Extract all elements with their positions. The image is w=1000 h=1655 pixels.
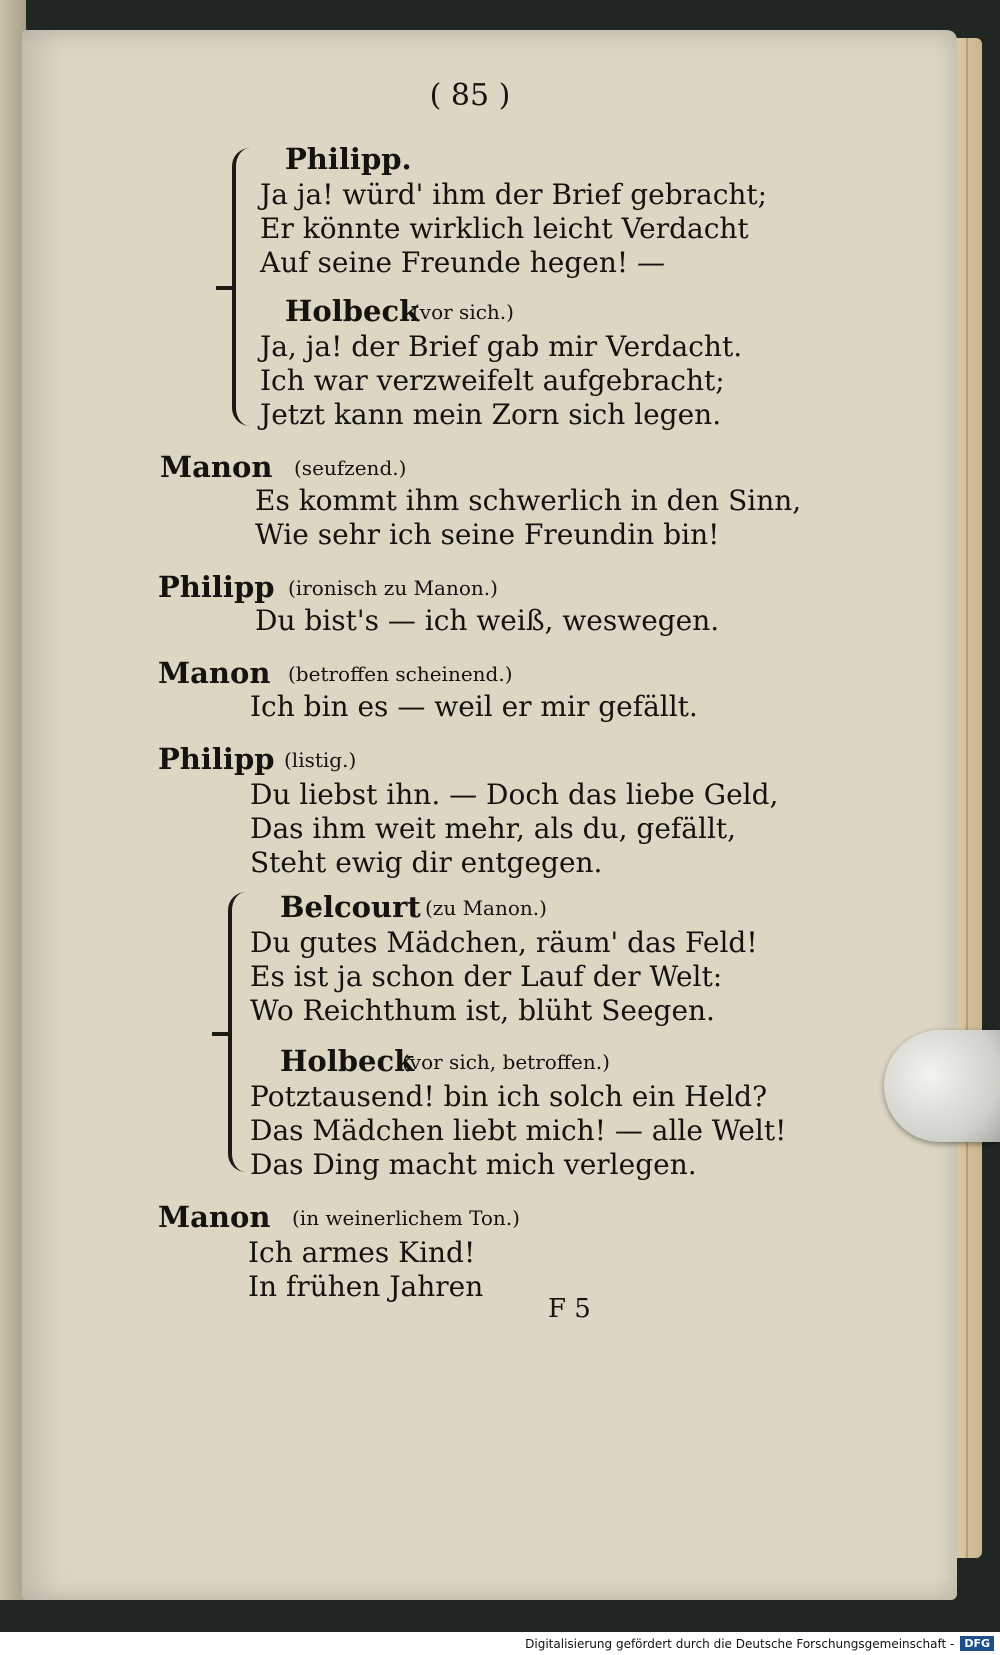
verse-line: Ich bin es — weil er mir gefällt. [250, 690, 698, 723]
speaker-philipp: Philipp [158, 570, 275, 604]
verse-line: Das Mädchen liebt mich! — alle Welt! [250, 1114, 787, 1147]
stage-direction: (listig.) [284, 748, 357, 772]
verse-line: Wo Reichthum ist, blüht Seegen. [250, 994, 715, 1027]
verse-line: Ja ja! würd' ihm der Brief gebracht; [260, 178, 768, 211]
verse-line: Ja, ja! der Brief gab mir Verdacht. [260, 330, 743, 363]
verse-line: Du gutes Mädchen, räum' das Feld! [250, 926, 758, 959]
verse-line: Du liebst ihn. — Doch das liebe Geld, [250, 778, 779, 811]
dfg-logo: DFG [960, 1636, 994, 1651]
stage-direction: (vor sich.) [412, 300, 514, 324]
verse-line: Ich armes Kind! [248, 1236, 476, 1269]
verse-line: Du bist's — ich weiß, weswegen. [255, 604, 720, 637]
speaker-manon: Manon [160, 450, 273, 484]
signature-mark: F 5 [548, 1294, 591, 1324]
page-number: ( 85 ) [429, 78, 511, 113]
verse-line: In frühen Jahren [248, 1270, 484, 1303]
speaker-manon: Manon [158, 1200, 271, 1234]
verse-line: Jetzt kann mein Zorn sich legen. [260, 398, 722, 431]
speaker-belcourt: Belcourt [280, 890, 421, 924]
stage-direction: (betroffen scheinend.) [288, 662, 513, 686]
speaker-philipp: Philipp. [285, 142, 412, 176]
verse-line: Es kommt ihm schwerlich in den Sinn, [255, 484, 802, 517]
verse-line: Wie sehr ich seine Freundin bin! [255, 518, 720, 551]
stage-direction: (in weinerlichem Ton.) [292, 1206, 520, 1230]
speaker-manon: Manon [158, 656, 271, 690]
verse-line: Auf seine Freunde hegen! — [260, 246, 666, 279]
verse-line: Es ist ja schon der Lauf der Welt: [250, 960, 723, 993]
stage-direction: (ironisch zu Manon.) [288, 576, 498, 600]
speaker-holbeck: Holbeck [280, 1044, 415, 1078]
stage-direction: (seufzend.) [294, 456, 407, 480]
verse-line: Das ihm weit mehr, als du, gefällt, [250, 812, 737, 845]
verse-line: Steht ewig dir entgegen. [250, 846, 603, 879]
speaker-philipp: Philipp [158, 742, 275, 776]
verse-line: Das Ding macht mich verlegen. [250, 1148, 697, 1181]
page-clip-tab [884, 1030, 1000, 1142]
footer-credit: Digitalisierung gefördert durch die Deutsche Forschungsgemeinschaft - [525, 1636, 955, 1651]
verse-line: Er könnte wirklich leicht Verdacht [260, 212, 749, 245]
stage-direction: (zu Manon.) [425, 896, 547, 920]
brace-block-1 [232, 148, 258, 426]
stage-direction: (vor sich, betroffen.) [402, 1050, 610, 1074]
verse-line: Potztausend! bin ich solch ein Held? [250, 1080, 768, 1113]
verse-line: Ich war verzweifelt aufgebracht; [260, 364, 725, 397]
digitization-footer [0, 1632, 1000, 1655]
speaker-holbeck: Holbeck [285, 294, 420, 328]
